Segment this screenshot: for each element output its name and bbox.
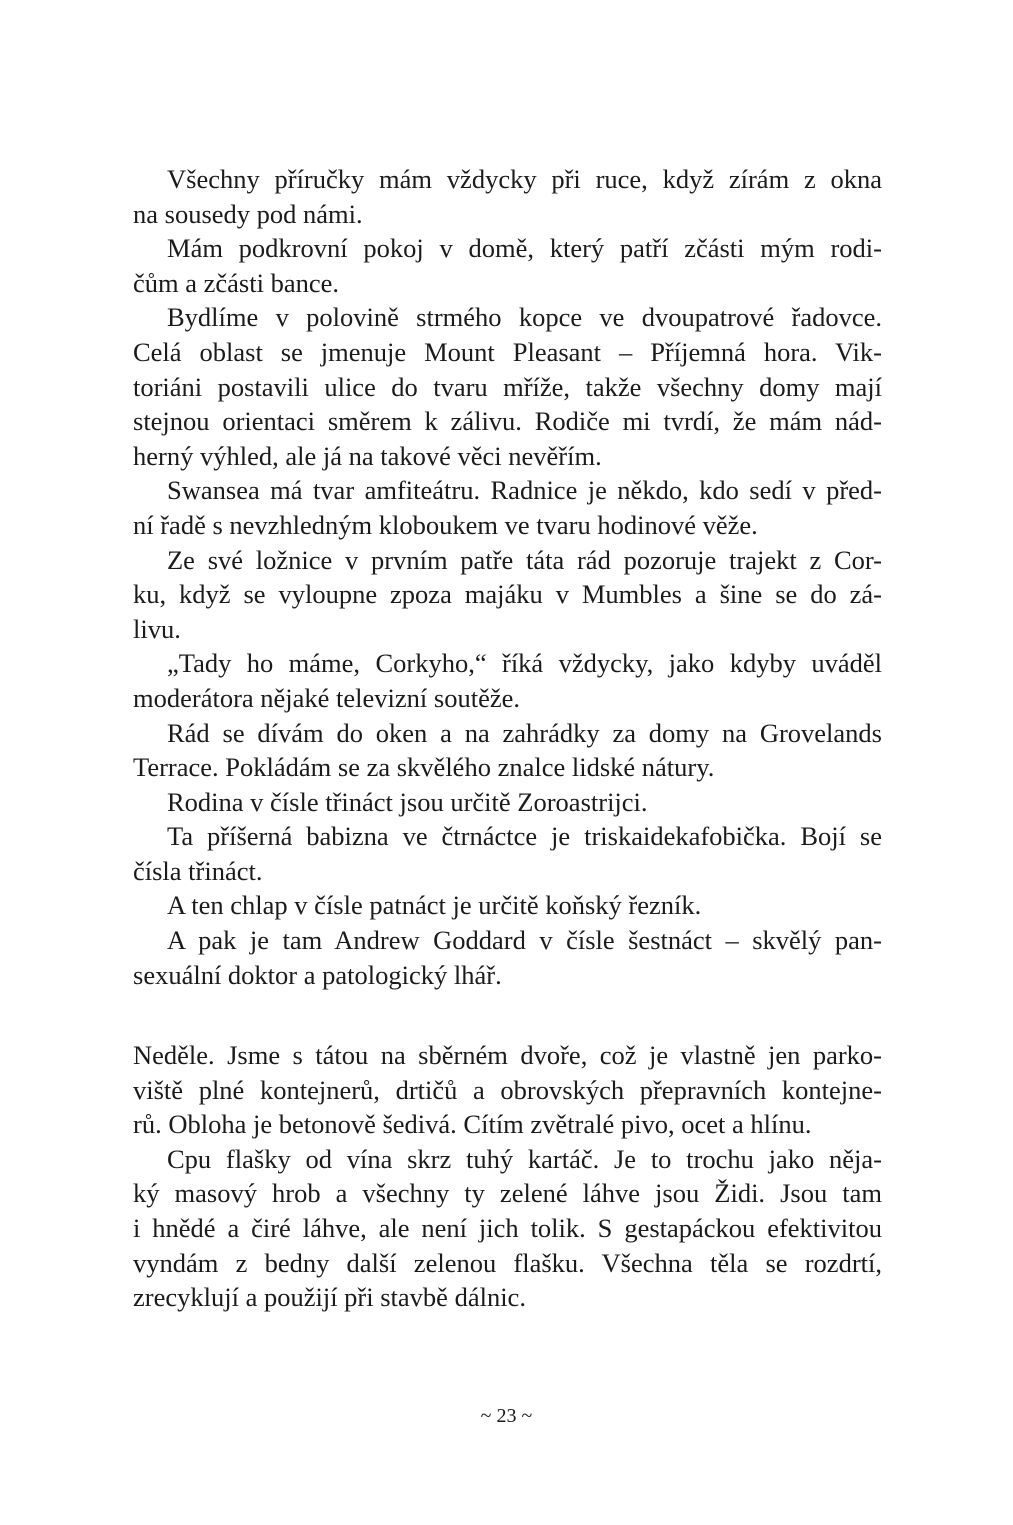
text-line: Swansea má tvar amfiteátru. Radnice je někdo, kdo sedí v před- — [167, 475, 882, 506]
text-line: A pak je tam Andrew Goddard v čísle šestnáct – skvělý pan- — [167, 925, 882, 956]
text-line: Všechny příručky mám vždycky při ruce, když zírám z okna — [167, 164, 882, 194]
text-line: rů. Obloha je betonově šedivá. Cítím zvětralé pivo, ocet a hlínu. — [133, 1109, 812, 1140]
text-line: livu. — [133, 613, 181, 644]
text-line: toriáni postavili ulice do tvaru mříže, takže všechny domy mají — [133, 371, 882, 402]
text-line: sexuální doktor a patologický lhář. — [133, 959, 502, 990]
text-line: A ten chlap v čísle patnáct je určitě koňský řezník. — [167, 890, 702, 921]
text-line: ku, když se vyloupne zpoza majáku v Mumbles a šine se do zá- — [133, 579, 882, 610]
text-line: Neděle. Jsme s tátou na sběrném dvoře, což je vlastně jen parko- — [133, 1040, 882, 1070]
text-line: Terrace. Pokládám se za skvělého znalce lidské nátury. — [133, 752, 715, 783]
text-line: i hnědé a čiré láhve, ale není jich tolik. S gestapáckou efektivitou — [133, 1212, 882, 1243]
text-section-1 — [133, 162, 882, 992]
page-number: ~ 23 ~ — [480, 1405, 533, 1427]
text-line: zrecyklují a použijí při stavbě dálnic. — [133, 1282, 526, 1313]
text-line: Mám podkrovní pokoj v domě, který patří zčásti mým rodi- — [167, 233, 882, 264]
text-section-2 — [133, 1038, 882, 1315]
text-line: čísla třináct. — [133, 855, 263, 886]
text-line: stejnou orientaci směrem k zálivu. Rodiče mi tvrdí, že mám nád- — [133, 406, 882, 437]
text-line: Rodina v čísle třináct jsou určitě Zoroastrijci. — [167, 786, 648, 817]
text-line: na sousedy pod námi. — [133, 198, 363, 229]
text-line: ní řadě s nevzhledným kloboukem ve tvaru hodinové věže. — [133, 509, 758, 540]
text-line: čům a zčásti bance. — [133, 267, 339, 298]
text-line: ký masový hrob a všechny ty zelené láhve jsou Židi. Jsou tam — [133, 1178, 882, 1209]
text-line: Bydlíme v polovině strmého kopce ve dvoupatrové řadovce. — [167, 302, 882, 333]
text-line: Celá oblast se jmenuje Mount Pleasant – Příjemná hora. Vik- — [133, 336, 882, 367]
text-line: Rád se dívám do oken a na zahrádky za domy na Grovelands — [167, 717, 882, 748]
text-line: herný výhled, ale já na takové věci nevěřím. — [133, 440, 602, 471]
text-line: viště plné kontejnerů, drtičů a obrovských přepravních kontejne- — [133, 1074, 882, 1105]
text-line: Ta příšerná babizna ve čtrnáctce je triskaidekafobička. Bojí se — [167, 821, 882, 852]
text-line: vyndám z bedny další zelenou flašku. Všechna těla se rozdrtí, — [133, 1247, 882, 1278]
text-line: „Tady ho máme, Corkyho,“ říká vždycky, jako kdyby uváděl — [167, 648, 882, 679]
text-line: moderátora nějaké televizní soutěže. — [133, 682, 521, 713]
text-line: Cpu flašky od vína skrz tuhý kartáč. Je to trochu jako něja- — [167, 1143, 882, 1174]
text-line: Ze své ložnice v prvním patře táta rád pozoruje trajekt z Cor- — [167, 544, 882, 575]
